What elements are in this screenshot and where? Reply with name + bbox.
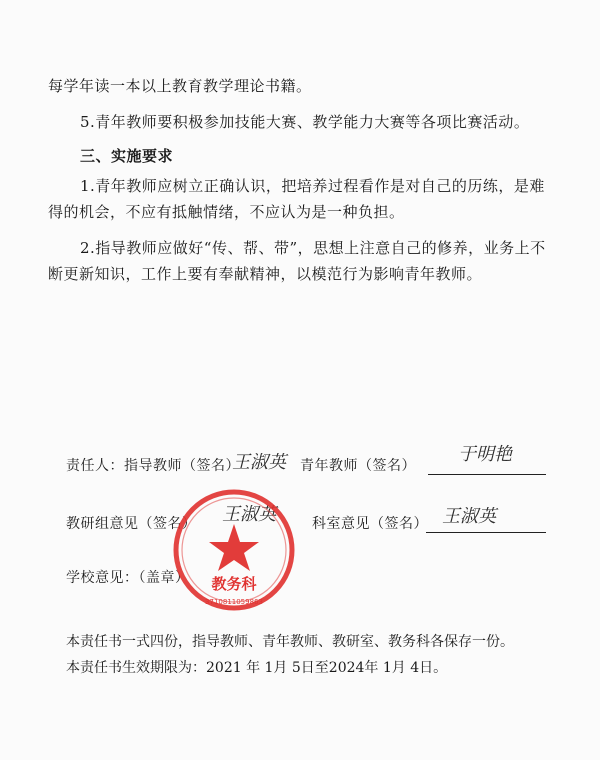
office-signature-line [426,532,546,533]
research-signature: 王淑英 [222,504,276,525]
school-label: 学校意见：（盖章） [66,570,190,586]
body-line-3: 1.青年教师应树立正确认识，把培养过程看作是对自己的历练，是难 [80,177,545,195]
responsible-label: 责任人：指导教师（签名） [66,458,240,474]
young-teacher-signature: 于明艳 [458,444,512,465]
body-line-4: 得的机会，不应有抵触情绪，不应认为是一种负担。 [48,203,405,221]
body-line-1: 每学年读一本以上教育教学理论书籍。 [48,77,312,95]
body-line-5: 2.指导教师应做好“传、帮、带”，思想上注意自己的修养，业务上不 [80,239,546,257]
validity-note: 本责任书生效期限为：2021 年 1月 5日至2024年 1月 4日。 [66,660,448,676]
young-teacher-label: 青年教师（签名） [300,458,416,474]
svg-text:教务科: 教务科 [211,575,257,593]
svg-text:3710811059863: 3710811059863 [205,598,263,606]
young-teacher-signature-line [428,474,546,475]
copies-note: 本责任书一式四份，指导教师、青年教师、教研室、教务科各保存一份。 [66,634,514,650]
official-seal-icon [170,486,298,614]
office-label: 科室意见（签名） [312,516,428,532]
mentor-signature: 王淑英 [232,452,286,473]
body-line-2: 5.青年教师要积极参加技能大赛、教学能力大赛等各项比赛活动。 [80,113,530,131]
section-heading: 三、实施要求 [80,147,174,165]
research-label: 教研组意见（签名） [66,516,197,532]
office-signature: 王淑英 [442,506,496,527]
body-line-6: 断更新知识，工作上要有奉献精神，以模范行为影响青年教师。 [48,265,483,283]
